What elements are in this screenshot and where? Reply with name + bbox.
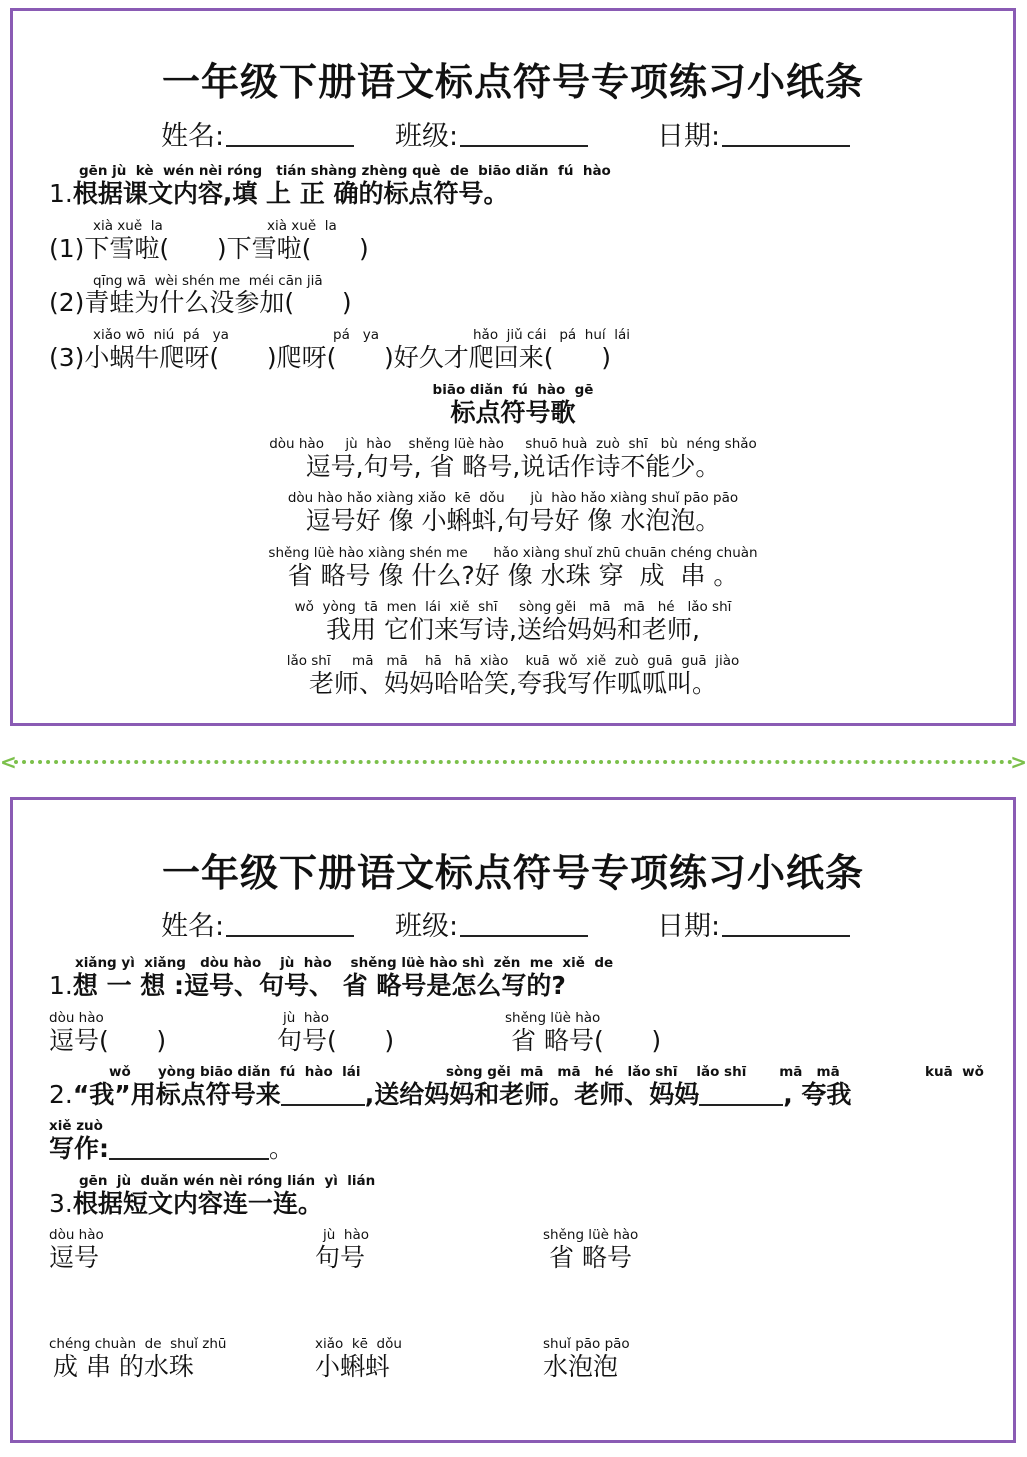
class-field	[395, 904, 588, 943]
answer-blank[interactable]	[109, 1138, 269, 1160]
question-text: 根据课文内容,填 上 正 确的标点符号。	[72, 179, 509, 208]
q1-pinyin: xiǎng yì xiǎng dòu hào jù hào shěng lüè hào shì zěn me xiě de	[75, 955, 614, 971]
class-field	[395, 114, 588, 153]
song-line-pinyin: lǎo shī mā mā hā hā xiào kuā wǒ xiě zuò guā guā jiào	[286, 653, 740, 669]
divider-dots	[14, 760, 1013, 764]
date-field	[657, 114, 850, 153]
question-text: 根据短文内容连一连。	[72, 1189, 323, 1218]
worksheet-title: 一年级下册语文标点符号专项练习小纸条	[161, 60, 864, 104]
s1-pinyin-b: xià xuě la	[267, 218, 337, 234]
s1-pinyin-a: xià xuě la	[93, 218, 163, 234]
item-pinyin: jù hào	[283, 1010, 329, 1026]
date-blank[interactable]	[722, 121, 850, 147]
q3-pinyin: gēn jù duǎn wén nèi róng lián yì lián	[79, 1173, 376, 1189]
item-pinyin: dòu hào	[49, 1010, 104, 1026]
class-blank[interactable]	[460, 911, 588, 937]
sentence-1[interactable]: (1)下雪啦( )下雪啦( )	[49, 234, 369, 263]
worksheet-card-1	[10, 8, 1016, 726]
q2-pinyin-b: yòng biāo diǎn fú hào lái	[158, 1064, 361, 1080]
name-blank[interactable]	[226, 911, 354, 937]
match-item-ellipsis[interactable]: 省 略号	[549, 1243, 632, 1272]
song-line: 逗号,句号, 省 略号,说话作诗不能少。	[305, 452, 721, 481]
s3-pinyin-c: hǎo jiǔ cái pá huí lái	[473, 327, 630, 343]
match-pinyin: dòu hào	[49, 1227, 104, 1243]
match-item-beads[interactable]: 成 串 的水珠	[53, 1352, 194, 1381]
match-item-tadpole[interactable]: 小蝌蚪	[315, 1352, 391, 1381]
song-line-pinyin: shěng lüè hào xiàng shén me hǎo xiàng shuǐ zhū chuān chéng chuàn	[268, 545, 758, 561]
name-label: 姓名:	[161, 911, 225, 942]
question-1	[49, 181, 508, 206]
fill-item-comma[interactable]: 逗号( )	[49, 1026, 167, 1055]
q2-pinyin-a: wǒ	[109, 1064, 131, 1080]
q1-pinyin: gēn jù kè wén nèi róng tián shàng zhèng què de biāo diǎn fú hào	[79, 163, 611, 179]
name-label: 姓名:	[161, 121, 225, 152]
question-2	[49, 1082, 851, 1107]
match-pinyin: shěng lüè hào	[543, 1227, 639, 1243]
q2-pinyin-d: kuā wǒ	[925, 1064, 984, 1080]
song-line: 逗号好 像 小蝌蚪,句号好 像 水泡泡。	[305, 506, 721, 535]
answer-blank[interactable]	[281, 1084, 365, 1106]
song-line: 我用 它们来写诗,送给妈妈和老师,	[326, 615, 700, 644]
worksheet-title: 一年级下册语文标点符号专项练习小纸条	[161, 851, 864, 895]
q2-pinyin-e: xiě zuò	[49, 1118, 103, 1134]
song-line: 老师、妈妈哈哈笑,夸我写作呱呱叫。	[309, 669, 717, 698]
question-text-c: , 夸我	[783, 1080, 852, 1109]
dotted-divider	[0, 752, 1027, 772]
fill-item-period[interactable]: 句号( )	[277, 1026, 395, 1055]
match-pinyin: shuǐ pāo pāo	[543, 1336, 630, 1352]
q2-pinyin-c: sòng gěi mā mā hé lǎo shī lǎo shī mā mā	[446, 1064, 840, 1080]
name-blank[interactable]	[226, 121, 354, 147]
question-text-e: 。	[269, 1134, 295, 1163]
match-item-comma[interactable]: 逗号	[49, 1243, 100, 1272]
question-number: 1.	[49, 179, 73, 208]
date-blank[interactable]	[722, 911, 850, 937]
s3-pinyin-a: xiǎo wō niú pá ya	[93, 327, 229, 343]
name-field	[161, 904, 354, 943]
sentence-3[interactable]: (3)小蜗牛爬呀( )爬呀( )好久才爬回来( )	[49, 343, 611, 372]
question-text-b: ,送给妈妈和老师。老师、妈妈	[364, 1080, 700, 1109]
song-line-pinyin: dòu hào jù hào shěng lüè hào shuō huà zuò shī bù néng shǎo	[269, 436, 757, 452]
class-label: 班级:	[395, 121, 459, 152]
question-text: 想 一 想 :逗号、句号、 省 略号是怎么写的?	[72, 971, 566, 1000]
question-1	[49, 973, 566, 998]
question-number: 2.	[49, 1080, 73, 1109]
match-pinyin: chéng chuàn de shuǐ zhū	[49, 1336, 227, 1352]
class-label: 班级:	[395, 911, 459, 942]
s3-pinyin-b: pá ya	[333, 327, 379, 343]
question-text-a: “我”用标点符号来	[72, 1080, 281, 1109]
worksheet-card-2	[10, 797, 1016, 1443]
song-line-pinyin: dòu hào hǎo xiàng xiǎo kē dǒu jù hào hǎo xiàng shuǐ pāo pāo	[287, 490, 739, 506]
date-field	[657, 904, 850, 943]
song-title-pinyin: biāo diǎn fú hào gē	[432, 382, 594, 398]
s2-pinyin: qīng wā wèi shén me méi cān jiā	[93, 273, 323, 289]
question-number: 3.	[49, 1189, 73, 1218]
song-title: 标点符号歌	[450, 398, 576, 427]
match-pinyin: jù hào	[323, 1227, 369, 1243]
date-label: 日期:	[657, 911, 721, 942]
fill-item-ellipsis[interactable]: 省 略号( )	[511, 1026, 662, 1055]
question-3	[49, 1191, 323, 1216]
item-pinyin: shěng lüè hào	[505, 1010, 601, 1026]
match-item-period[interactable]: 句号	[315, 1243, 366, 1272]
name-field	[161, 114, 354, 153]
arrow-right-icon: >	[1010, 750, 1027, 774]
match-pinyin: xiǎo kē dǒu	[315, 1336, 402, 1352]
song-line: 省 略号 像 什么?好 像 水珠 穿 成 串 。	[287, 561, 739, 590]
class-blank[interactable]	[460, 121, 588, 147]
arrow-left-icon: <	[0, 750, 17, 774]
question-2-cont	[49, 1136, 294, 1161]
sentence-2[interactable]: (2)青蛙为什么没参加( )	[49, 288, 352, 317]
date-label: 日期:	[657, 121, 721, 152]
match-item-bubble[interactable]: 水泡泡	[543, 1352, 619, 1381]
answer-blank[interactable]	[699, 1084, 783, 1106]
question-text-d: 写作:	[49, 1134, 109, 1163]
song-line-pinyin: wǒ yòng tā men lái xiě shī sòng gěi mā mā hé lǎo shī	[294, 599, 732, 615]
question-number: 1.	[49, 971, 73, 1000]
